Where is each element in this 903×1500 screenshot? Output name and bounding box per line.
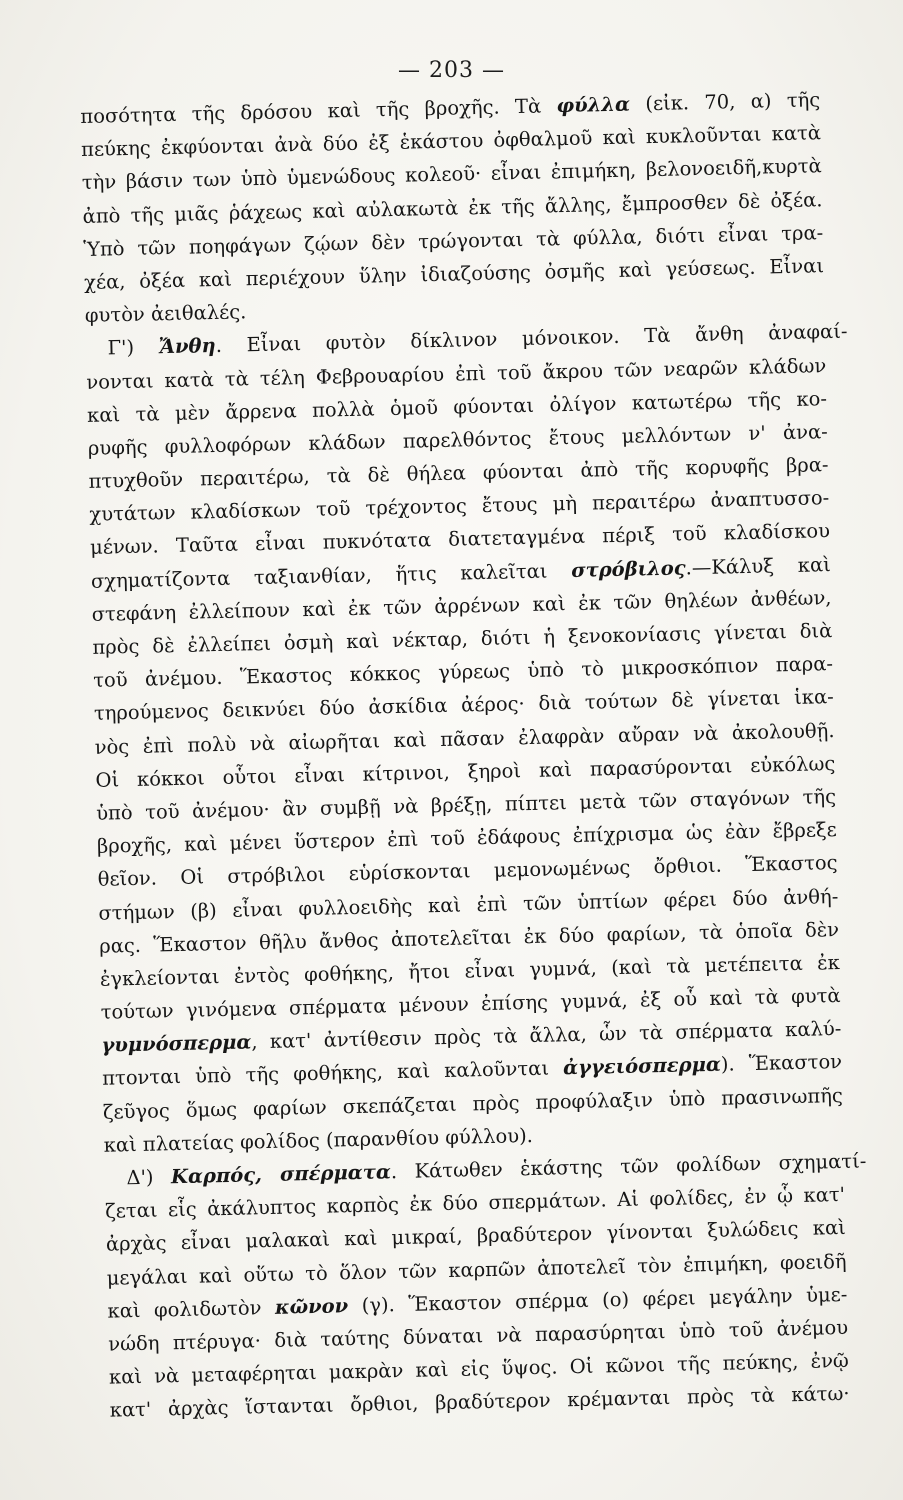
bold-term: στρόβιλος [570, 556, 686, 582]
text-line-main: στεφάνη ἐλλείπουν καὶ ἐκ τῶν ἀρρένων καὶ ἐκ τῶν θηλέων ἀνθέων, [91, 585, 832, 626]
text-line-main: μεγάλαι καὶ οὕτω τὸ ὅλον τῶν καρπῶν ἀποτελεῖ τὸν ἐπιμήκη, φοειδῆ [106, 1249, 847, 1290]
text-line-main: πρὸς δὲ ἐλλείπει ὀσμὴ καὶ νέκταρ, διότι ἡ ξενοκονίασις γίνεται διὰ [92, 619, 833, 659]
text-line-tail: (εἰκ. 70, α) τῆς [629, 88, 821, 116]
text-line-main: Γ') [107, 335, 160, 360]
bold-term: Ἄνθη [158, 334, 216, 359]
text-line-main: νονται κατὰ τὰ τέλη Φεβρουαρίου ἐπὶ τοῦ ἄκρου τῶν νεαρῶν κλάδων [86, 353, 827, 394]
bold-term: φύλλα [556, 92, 631, 118]
text-line-main: πτυχθοῦν περαιτέρω, τὰ δὲ θήλεα φύονται ἀπὸ τῆς κορυφῆς βρα- [88, 453, 829, 493]
text-line-main: πτονται ὑπὸ τῆς φοθήκης, καὶ καλοῦνται [101, 1056, 564, 1091]
text-line-main: ρας. Ἕκαστον θῆλυ ἄνθος ἀποτελεῖται ἐκ δύο φαρίων, τὰ ὁποῖα δὲν [98, 917, 840, 958]
text-line-main: μένων. Ταῦτα εἶναι πυκνότατα διατεταγμένα πέριξ τοῦ κλαδίσκου [89, 519, 831, 560]
text-line-main: ρυφῆς φυλλοφόρων κλάδων παρελθόντος ἔτους μελλόντων ν' ἀνα- [87, 419, 828, 460]
text-line-main: ὑπὸ τοῦ ἀνέμου· ἂν συμβῇ νὰ βρέξῃ, πίπτει μετὰ τῶν σταγόνων τῆς [95, 784, 837, 825]
text-line-main: κατ' ἀρχὰς ἵστανται ὄρθιοι, βραδύτερον κρέμανται πρὸς τὰ κάτω· [109, 1382, 850, 1422]
text-line-main: φυτὸν ἀειθαλές. [84, 300, 247, 328]
text-line-main: ζεῦγος ὅμως φαρίων σκεπάζεται πρὸς προφύλαξιν ὑπὸ πρασινωπῆς [102, 1083, 844, 1124]
text-line-main: χέα, ὀξέα καὶ περιέχουν ὕλην ἰδιαζούσης ὀσμῆς καὶ γεύσεως. Εἶναι [83, 254, 825, 294]
text-line-main: ἐγκλείονται ἐντὸς φοθήκης, ἤτοι εἶναι γυμνά, (καὶ τὰ μετέπειτα ἐκ [99, 950, 841, 991]
text-line-main: καὶ νὰ μεταφέρηται μακρὰν καὶ εἰς ὕψος. Οἱ κῶνοι τῆς πεύκης, ἐνῷ [108, 1349, 850, 1389]
text-line-main: τούτων γινόμενα σπέρματα μένουν ἐπίσης γυμνά, ἐξ οὗ καὶ τὰ φυτὰ [100, 984, 841, 1024]
text-line-main: καὶ πλατείας φολίδος (παρανθίου φύλλου). [103, 1123, 534, 1157]
text-line-tail: .—Κάλυξ καὶ [685, 552, 831, 580]
text-line-main: ἀπὸ τῆς μιᾶς ῥάχεως καὶ αὐλακωτὰ ἐκ τῆς ἄλλης, ἔμπροσθεν δὲ ὀξέα. [82, 187, 823, 228]
text-line-main: ποσότητα τῆς δρόσου καὶ τῆς βροχῆς. Τὰ [80, 94, 557, 128]
text-line-main: πεύκης ἐκφύονται ἀνὰ δύο ἐξ ἑκάστου ὀφθαλμοῦ καὶ κυκλοῦνται κατὰ [80, 121, 822, 162]
text-line-main: σχηματίζοντα ταξιανθίαν, ἥτις καλεῖται [90, 558, 572, 593]
text-line-main: χυτάτων κλαδίσκων τοῦ τρέχοντος ἔτους μὴ περαιτέρω ἀναπτυσσο- [89, 486, 830, 527]
bold-term: γυμνόσπερμα [101, 1030, 252, 1058]
bold-term: κῶνον [274, 1293, 349, 1319]
text-line-main: Δ') [126, 1165, 172, 1190]
text-line-main: ζεται εἷς ἀκάλυπτος καρπὸς ἐκ δύο σπερμάτων. Αἱ φολίδες, ἐν ᾧ κατ' [104, 1183, 846, 1223]
page-text-body [80, 83, 867, 1427]
text-line-main: θεῖον. Οἱ στρόβιλοι εὑρίσκονται μεμονωμένως ὄρθιοι. Ἕκαστος [97, 851, 838, 892]
bold-term: Καρπός, σπέρματα [170, 1160, 392, 1189]
text-line-main: στήμων (β) εἶναι φυλλοειδὴς καὶ ἐπὶ τῶν ὑπτίων φέρει δύο ἀνθή- [98, 884, 839, 925]
text-line-main: τοῦ ἀνέμου. Ἕκαστος κόκκος γύρεως ὑπὸ τὸ μικροσκόπιον παρα- [92, 652, 834, 693]
text-line-main: νώδη πτέρυγα· διὰ ταύτης δύναται νὰ παρασύρηται ὑπὸ τοῦ ἀνέμου [107, 1315, 849, 1356]
text-line-tail: , κατ' ἀντίθεσιν πρὸς τὰ ἄλλα, ὧν τὰ σπέρματα καλύ- [251, 1017, 842, 1054]
text-line-main: καὶ τὰ μὲν ἄρρενα πολλὰ ὁμοῦ φύονται ὀλίγον κατωτέρω τῆς κο- [86, 386, 828, 427]
text-line-tail: (γ). Ἕκαστον σπέρμα (ο) φέρει μεγάλην ὑμε- [347, 1282, 848, 1317]
text-line-tail: . Εἶναι φυτὸν δίκλινον μόνοικον. Τὰ ἄνθη ἀναφαί- [215, 319, 848, 358]
text-line-main: νὸς ἐπὶ πολὺ νὰ αἰωρῆται καὶ πᾶσαν ἐλαφρὰν αὔραν νὰ ἀκολουθῇ. [94, 718, 835, 759]
text-line-main: ἀρχὰς εἶναι μαλακαὶ καὶ μικραί, βραδύτερον γίνονται ξυλώδεις καὶ [105, 1216, 847, 1257]
text-line-main: Οἱ κόκκοι οὗτοι εἶναι κίτρινοι, ξηροὶ καὶ παρασύρονται εὐκόλως [95, 751, 836, 792]
text-line-tail: ). Ἕκαστον [720, 1050, 843, 1077]
text-line-main: βροχῆς, καὶ μένει ὕστερον ἐπὶ τοῦ ἐδάφους ἐπίχρισμα ὡς ἐὰν ἔβρεξε [96, 818, 838, 858]
text-line-main: καὶ φολιδωτὸν [107, 1295, 276, 1323]
bold-term: ἀγγειόσπερμα [562, 1053, 722, 1080]
text-line-tail: . Κάτωθεν ἑκάστης τῶν φολίδων σχηματί- [390, 1149, 867, 1184]
text-line-main: Ὑπὸ τῶν ποηφάγων ζῴων δὲν τρώγονται τὰ φύλλα, διότι εἶναι τρα- [83, 220, 824, 261]
page-number: — 203 — [398, 58, 505, 83]
text-line-main: τηρούμενος δεικνύει δύο ἀσκίδια ἀέρος· διὰ τούτων δὲ γίνεται ἱκα- [93, 685, 834, 726]
text-line-main: τὴν βάσιν των ὑπὸ ὑμενώδους κολεοῦ· εἶναι ἐπιμήκη, βελονοειδῆ,κυρτὰ [81, 154, 822, 195]
